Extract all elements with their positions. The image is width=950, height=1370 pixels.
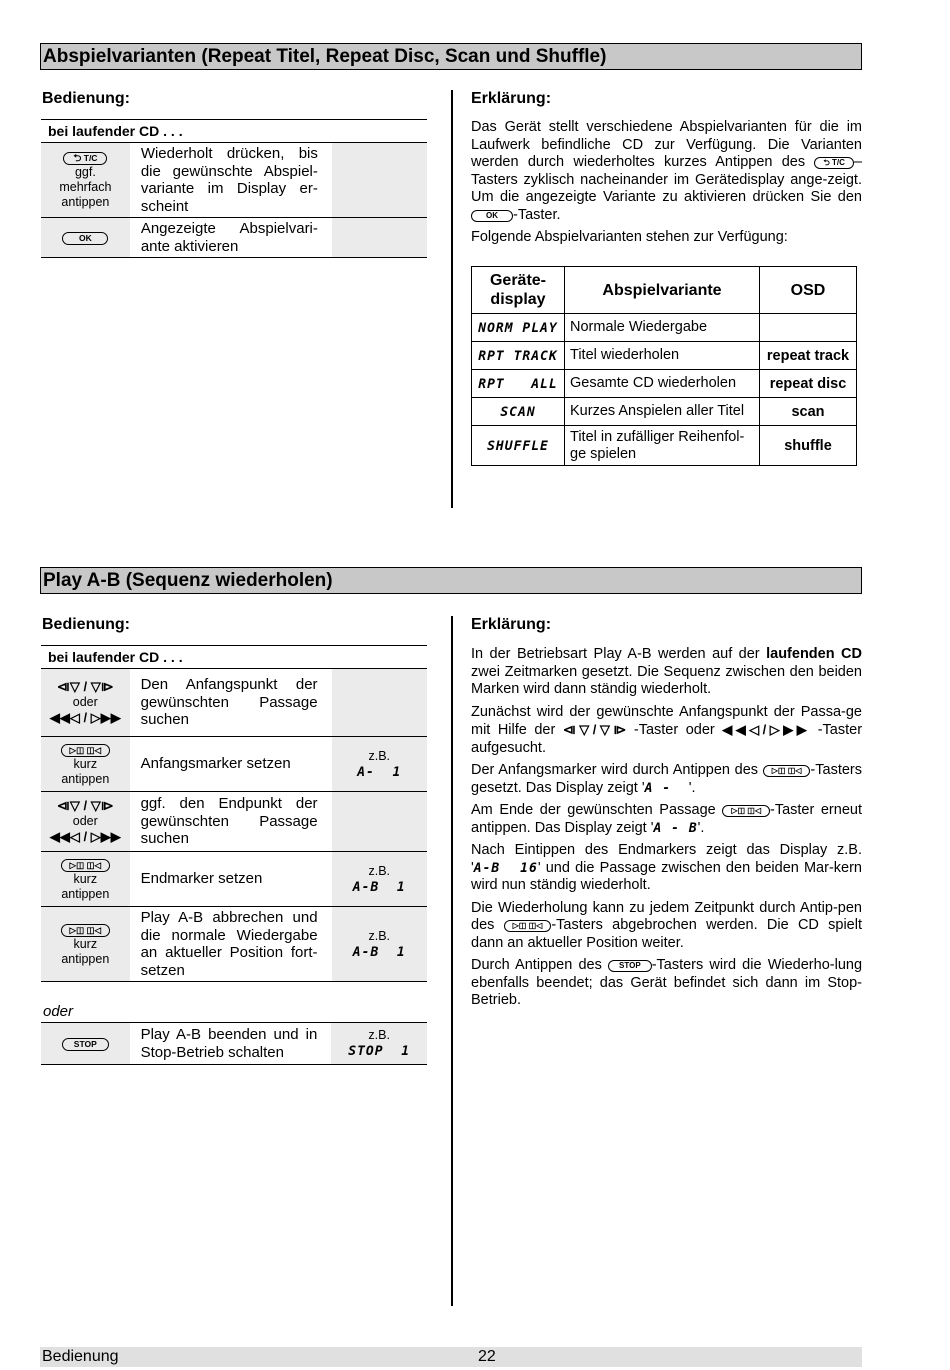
display-cell	[332, 737, 427, 792]
display-cell	[332, 669, 427, 737]
display-cell	[332, 218, 427, 258]
zb-label: z.B.	[368, 863, 391, 878]
instruction-text: Play A-B abbrechen und die normale Wiedergabe an aktueller Position fort-setzen	[130, 907, 332, 982]
col-header-osd: OSD	[760, 267, 857, 314]
key-cell	[41, 852, 130, 907]
display-cell	[331, 1023, 427, 1065]
instruction-text: Anfangsmarker setzen	[130, 737, 332, 792]
key-note: kurz antippen	[61, 756, 110, 786]
key-note: oder	[72, 814, 98, 828]
lcd-text: RPT TRACK	[478, 348, 558, 364]
explanation-paragraph: Nach Eintippen des Endmarkers zeigt das Display z.B. 'A-B 16' und die Passage zwischen den beiden Mar-kern wird nun ständig wiederholt.	[471, 842, 862, 893]
osd-text	[760, 314, 857, 342]
bedienung-heading: Bedienung:	[42, 616, 130, 633]
table-row	[472, 342, 857, 370]
instruction-text: Play A-B beenden und in Stop-Betrieb schalten	[130, 1023, 332, 1065]
explanation-paragraph: Zunächst wird der gewünschte Anfangspunkt der Passa-ge mit Hilfe der ⧏▽/▽⧐ -Taster oder ◀◀◁/▷▶▶ -Taster aufgesucht.	[471, 703, 863, 756]
explanation-paragraph: Das Gerät stellt verschiedene Abspielvarianten für die im Laufwerk befindliche CD zur Verfügung. Die Varianten werden durch wiederholtes kurzes Antippen des ⮌ T/C –Tasters zyklisch nacheinander im Gerätedisplay ange-zeigt. Um die angezeigte Variante zu aktivieren drücken Sie den OK -Taster.	[471, 119, 863, 223]
bedienung-heading: Bedienung:	[42, 90, 130, 107]
col-header-variant: Abspielvariante	[565, 267, 760, 314]
key-note: ggf. mehrfach antippen	[59, 165, 112, 209]
key-cell	[41, 218, 130, 258]
key-cell	[41, 792, 130, 852]
key-cell	[41, 143, 130, 218]
display-cell	[332, 143, 427, 218]
osd-text: shuffle	[760, 426, 857, 466]
display-cell	[332, 907, 427, 982]
skip-keys-icon: ⧏▽ / ▽⧐	[56, 798, 114, 813]
lcd-text: SHUFFLE	[487, 438, 549, 454]
operation-table-variants	[41, 119, 427, 258]
operation-table-play-ab	[41, 645, 427, 982]
explanation-variants	[471, 119, 862, 252]
variants-table	[471, 266, 857, 466]
variant-text: Normale Wiedergabe	[565, 314, 760, 342]
variant-text: Gesamte CD wiederholen	[565, 370, 760, 398]
lcd-text: A- 1	[357, 764, 402, 780]
zb-label: z.B.	[368, 1028, 390, 1042]
play-ab-key-icon: ▷◫ ◫◁	[61, 924, 111, 937]
play-ab-key-icon: ▷◫ ◫◁	[504, 920, 552, 932]
lcd-text: RPT ALL	[478, 376, 558, 392]
explanation-paragraph: Folgende Abspielvarianten stehen zur Verfügung:	[471, 229, 788, 245]
key-note: kurz antippen	[61, 871, 110, 901]
osd-text: scan	[760, 398, 857, 426]
lcd-text: A-B 1	[352, 879, 406, 895]
stop-key-icon: STOP	[62, 1038, 109, 1051]
table-head: bei laufender CD . . .	[41, 646, 427, 669]
ok-key-icon: OK	[471, 210, 513, 222]
key-note: oder	[72, 695, 98, 709]
key-cell	[41, 669, 130, 737]
play-ab-key-icon: ▷◫ ◫◁	[722, 805, 770, 817]
instruction-text: Wiederholt drücken, bis die gewünschte Abspiel-variante im Display er-scheint	[130, 143, 332, 218]
explanation-paragraph: In der Betriebsart Play A-B werden auf der laufenden CD zwei Zeitmarken gesetzt. Die Sequenz zwischen den beiden Marken wird dann ständig wiederholt.	[471, 646, 862, 697]
play-ab-key-icon: ▷◫ ◫◁	[763, 765, 811, 777]
key-cell	[41, 1023, 130, 1065]
instruction-text: Angezeigte Abspielvari-ante aktivieren	[130, 218, 332, 258]
lcd-text: STOP 1	[348, 1044, 411, 1059]
instruction-text: Den Anfangspunkt der gewünschten Passage suchen	[130, 669, 332, 737]
lcd-text: A-B 1	[352, 944, 406, 960]
section-title-abspielvarianten: Abspielvarianten (Repeat Titel, Repeat Disc, Scan und Shuffle)	[40, 43, 862, 70]
lcd-text: SCAN	[500, 404, 536, 420]
search-keys-icon: ◀◀◁ / ▷▶▶	[49, 829, 121, 844]
display-cell	[332, 852, 427, 907]
key-note: kurz antippen	[61, 936, 110, 966]
erklaerung-heading: Erklärung:	[471, 90, 552, 107]
table-row	[472, 398, 857, 426]
tc-key-icon: ⮌ T/C	[63, 152, 107, 165]
search-keys-icon: ◀◀◁/▷▶▶	[722, 722, 811, 737]
zb-label: z.B.	[368, 928, 391, 943]
variant-text: Kurzes Anspielen aller Titel	[565, 398, 760, 426]
column-divider	[451, 616, 453, 1306]
operation-table-stop	[41, 1022, 427, 1065]
variant-text: Titel in zufälliger Reihenfol-ge spielen	[565, 426, 760, 466]
instruction-text: ggf. den Endpunkt der gewünschten Passage suchen	[130, 792, 332, 852]
search-keys-icon: ◀◀◁ / ▷▶▶	[49, 710, 121, 725]
column-divider	[451, 90, 453, 508]
table-row	[472, 426, 857, 466]
section-title-play-ab: Play A-B (Sequenz wiederholen)	[40, 567, 862, 594]
explanation-paragraph: Durch Antippen des STOP -Tasters wird die Wiederho-lung ebenfalls beendet; das Gerät befindet sich dann im Stop-Betrieb.	[471, 957, 863, 1008]
skip-keys-icon: ⧏▽ / ▽⧐	[56, 679, 114, 694]
stop-key-icon: STOP	[608, 960, 652, 972]
zb-label: z.B.	[368, 748, 391, 763]
instruction-text: Endmarker setzen	[130, 852, 332, 907]
page-footer	[40, 1347, 862, 1367]
display-cell	[332, 792, 427, 852]
explanation-paragraph: Der Anfangsmarker wird durch Antippen des ▷◫ ◫◁ -Tasters gesetzt. Das Display zeigt 'A - '.	[471, 762, 862, 796]
osd-text: repeat track	[760, 342, 857, 370]
play-ab-key-icon: ▷◫ ◫◁	[61, 859, 111, 872]
explanation-play-ab	[471, 646, 862, 1015]
erklaerung-heading: Erklärung:	[471, 616, 552, 633]
table-head: bei laufender CD . . .	[41, 120, 427, 143]
explanation-paragraph: Am Ende der gewünschten Passage ▷◫ ◫◁ -Taster erneut antippen. Das Display zeigt 'A - B'.	[471, 802, 862, 836]
play-ab-key-icon: ▷◫ ◫◁	[61, 744, 111, 757]
table-row	[472, 370, 857, 398]
table-row	[472, 314, 857, 342]
key-cell	[41, 907, 130, 982]
col-header-display: Geräte-display	[472, 267, 565, 314]
footer-label: Bedienung	[42, 1348, 119, 1365]
osd-text: repeat disc	[760, 370, 857, 398]
oder-label: oder	[43, 1003, 74, 1020]
tc-key-icon: ⮌ T/C	[814, 157, 854, 169]
key-cell	[41, 737, 130, 792]
skip-keys-icon: ⧏▽/▽⧐	[562, 722, 627, 737]
ok-key-icon: OK	[62, 232, 108, 245]
lcd-text: NORM PLAY	[478, 320, 558, 336]
page-number: 22	[478, 1348, 496, 1365]
variant-text: Titel wiederholen	[565, 342, 760, 370]
explanation-paragraph: Die Wiederholung kann zu jedem Zeitpunkt durch Antip-pen des ▷◫ ◫◁ -Tasters abgebrochen werden. Die CD spielt dann an aktueller Position weiter.	[471, 899, 862, 951]
